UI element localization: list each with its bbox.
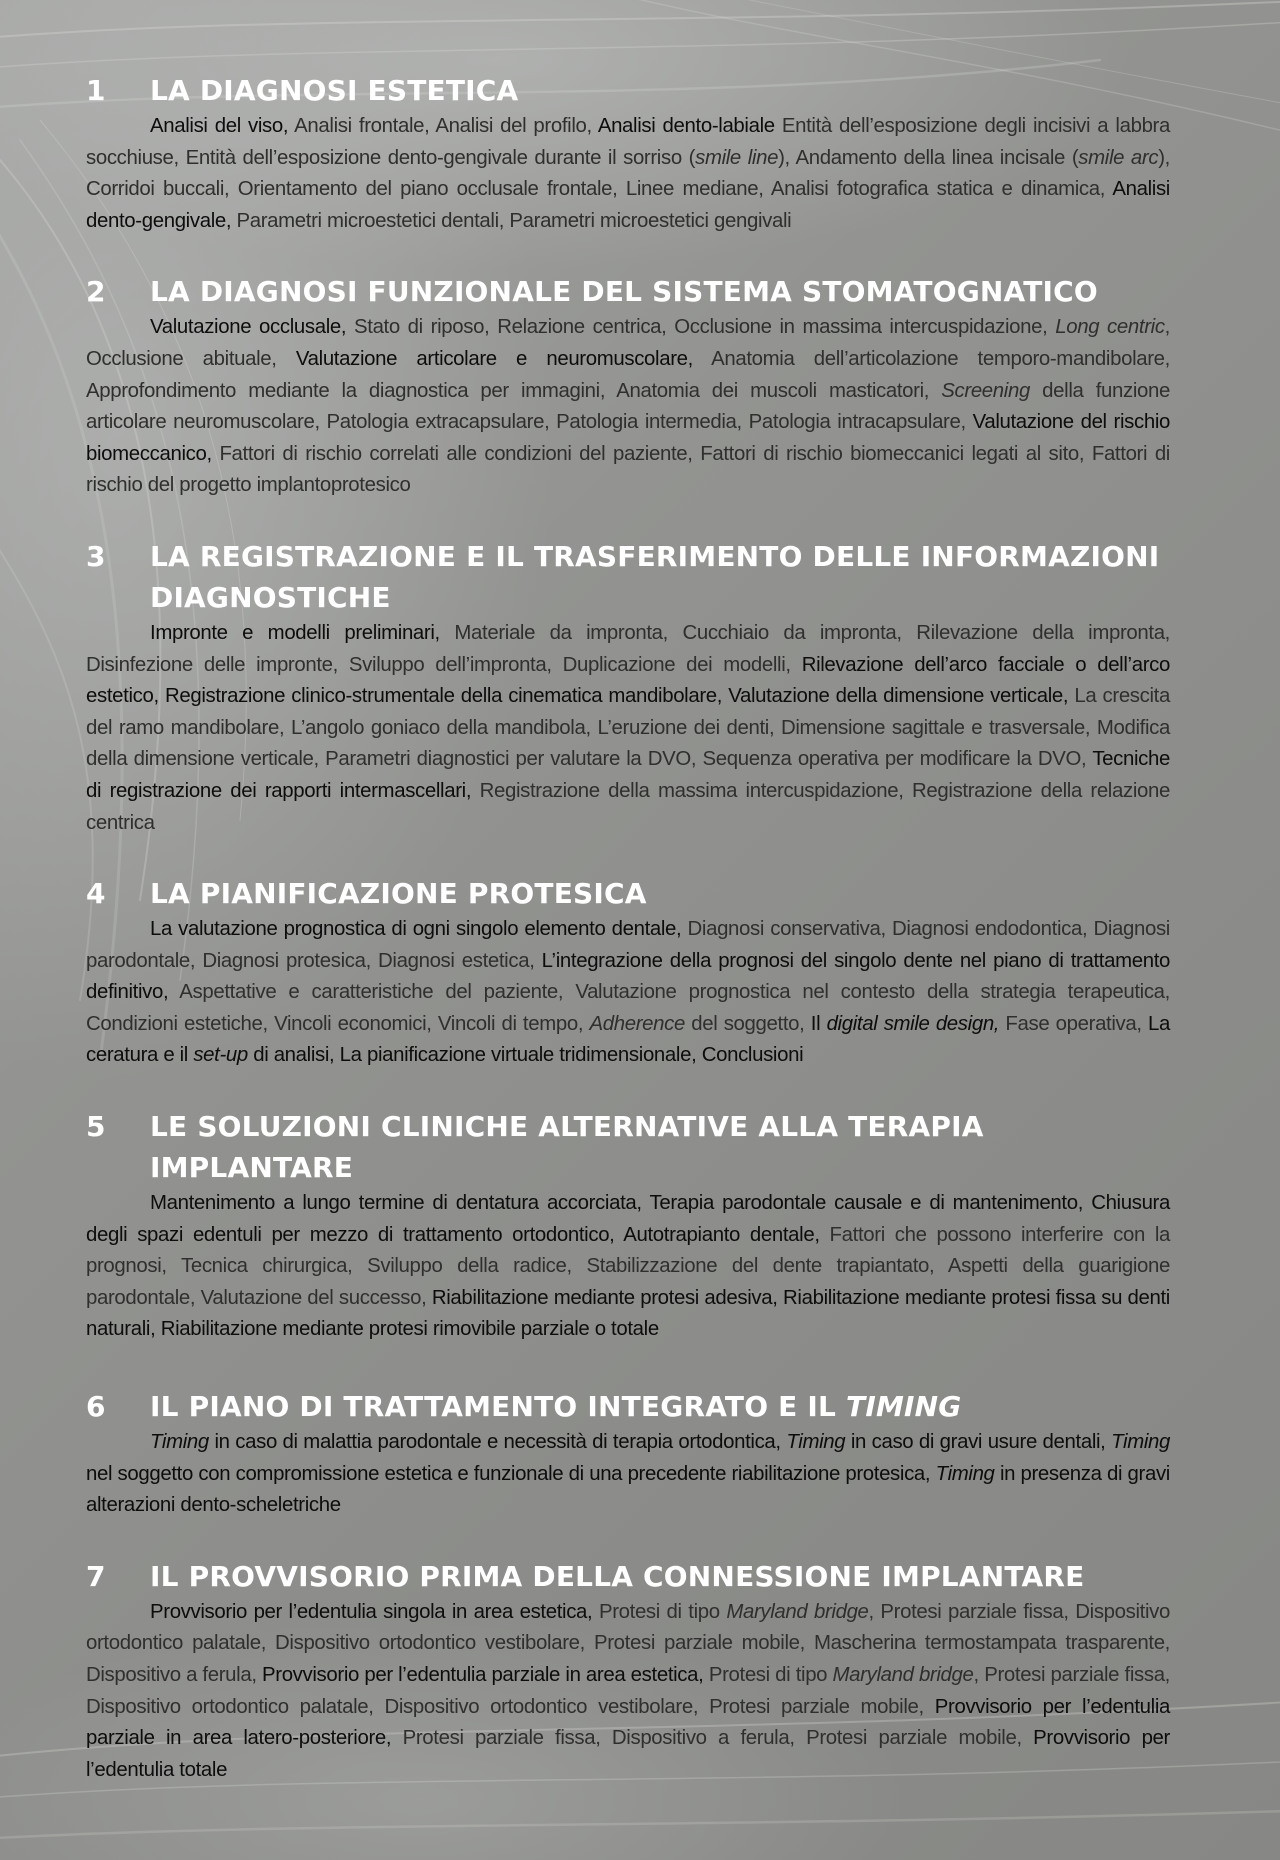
chapter-title: LA DIAGNOSI ESTETICA [150, 74, 519, 107]
summary-text: Fattori di rischio correlati alle condizioni del paziente, Fattori di rischio biomeccanici legati al sito, Fattori di rischio del progetto implantoprotesico [86, 442, 1170, 497]
chapter-summary [86, 312, 1170, 502]
chapter-number: 6 [86, 1390, 106, 1424]
chapter-summary [86, 618, 1170, 839]
summary-text: della funzione articolare neuromuscolare, Patologia extracapsulare, Patologia intermedia, Patologia intracapsulare, [86, 379, 1170, 434]
summary-text: Anatomia dell’articolazione temporo-mandibolare, Approfondimento mediante la diagnostica per immagini, Anatomia dei muscoli masticatori, [86, 347, 1170, 402]
keyword-text: Provvisorio per l’edentulia parziale in area estetica, [262, 1664, 704, 1686]
chapter-heading [86, 271, 1170, 312]
keyword-text: digital smile design, [826, 1012, 1000, 1035]
keyword-text: Timing [786, 1431, 846, 1454]
keyword-text: Rilevazione dell’arco facciale o dell’arco estetico, Registrazione clinico-strumentale della cinematica mandibolare, Valutazione della dimensione verticale, [86, 653, 1170, 708]
summary-text: Protesi di tipo [703, 1664, 833, 1686]
chapter-number: 5 [86, 1110, 106, 1144]
summary-text: Entità dell’esposizione degli incisivi a labbra socchiuse, Entità dell’esposizione dento-gengivale durante il sorriso ( [86, 115, 1170, 169]
keyword-text: Valutazione articolare e neuromuscolare, [295, 347, 693, 370]
chapter-title: LA REGISTRAZIONE E IL TRASFERIMENTO DELLE INFORMAZIONI DIAGNOSTICHE [150, 539, 1160, 614]
keyword-text: La ceratura e il [86, 1012, 1170, 1067]
chapter-title [150, 1386, 1170, 1427]
keyword-text: Provvisorio per l’edentulia totale [86, 1727, 1170, 1781]
keyword-text: Valutazione occlusale, [150, 316, 347, 339]
keyword-text: set-up [193, 1044, 248, 1067]
summary-text: Aspettative e caratteristiche del paziente, Valutazione prognostica nel contesto della strategia terapeutica, Condizioni estetiche, Vincoli economici, Vincoli di tempo, [86, 981, 1170, 1035]
keyword-text: Impronte e modelli preliminari, [150, 621, 440, 644]
keyword-text: Timing [935, 1462, 995, 1485]
summary-text: La crescita del ramo mandibolare, L’angolo goniaco della mandibola, L’eruzione dei denti, Dimensione sagittale e trasversale, Modifica della dimensione verticale, Parametri diagnostici per valutare la DVO, Sequenza operativa per modificare la DVO, [86, 685, 1170, 771]
keyword-text: di analisi, La pianificazione virtuale tridimensionale, Conclusioni [247, 1044, 804, 1067]
summary-text: Protesi parziale fissa, Dispositivo a ferula, Protesi parziale mobile, [391, 1727, 1034, 1750]
chapter-number: 1 [86, 74, 106, 107]
keyword-text: Tecniche di registrazione dei rapporti intermascellari, [86, 748, 1170, 802]
summary-text: Maryland bridge [726, 1600, 869, 1623]
keyword-text: Analisi del viso, [150, 115, 289, 137]
chapter-7 [86, 1556, 1170, 1787]
chapter-heading [86, 873, 1170, 914]
summary-text: Long centric [1055, 316, 1165, 339]
summary-text: Screening [941, 379, 1030, 402]
summary-text: Adherence [589, 1012, 685, 1035]
chapter-summary [86, 1597, 1170, 1787]
summary-text: , Protesi parziale fissa, Dispositivo ortodontico palatale, Dispositivo ortodontico vestibolare, Protesi parziale mobile, Mascherina termostampata trasparente, Dispositivo a ferula, [86, 1600, 1170, 1686]
chapter-number: 7 [86, 1559, 106, 1593]
chapter-number: 2 [86, 275, 106, 309]
keyword-text: Timing [150, 1431, 209, 1454]
summary-text: , Occlusione abituale, [86, 316, 1170, 370]
chapter-title: LA DIAGNOSI FUNZIONALE DEL SISTEMA STOMATOGNATICO [150, 275, 1098, 309]
chapter-3 [86, 536, 1170, 839]
chapter-summary [86, 111, 1170, 237]
chapter-heading [86, 70, 1170, 111]
chapter-heading [86, 536, 1170, 618]
chapter-5 [86, 1106, 1170, 1346]
chapter-heading [86, 1556, 1170, 1597]
keyword-text: Analisi dento-labiale [597, 115, 775, 137]
chapter-title-italic: TIMING [846, 1390, 962, 1424]
summary-text: ), Andamento della linea incisale ( [778, 146, 1079, 169]
summary-text: smile line [695, 146, 779, 169]
chapter-title: LA PIANIFICAZIONE PROTESICA [150, 877, 647, 911]
chapter-heading [86, 1106, 1170, 1188]
summary-text: ), Corridoi buccali, Orientamento del piano occlusale frontale, Linee mediane, Analisi fotografica statica e dinamica, [86, 146, 1170, 201]
chapter-summary [86, 914, 1170, 1072]
table-of-contents [86, 70, 1170, 1820]
keyword-text: Riabilitazione mediante protesi adesiva, Riabilitazione mediante protesi fissa su denti naturali, Riabilitazione mediante protesi rimovibile parziale o totale [86, 1286, 1170, 1341]
keyword-text: Analisi dento-gengivale, [86, 178, 1170, 232]
summary-text: Diagnosi conservativa, Diagnosi endodontica, Diagnosi parodontale, Diagnosi protesica, Diagnosi estetica, [86, 918, 1170, 972]
chapter-6 [86, 1386, 1170, 1522]
chapter-title-text: IL PIANO DI TRATTAMENTO INTEGRATO E IL [150, 1390, 837, 1424]
chapter-number: 4 [86, 877, 106, 911]
summary-text: Materiale da impronta, Cucchiaio da impronta, Rilevazione della impronta, Disinfezione delle impronte, Sviluppo dell’impronta, Duplicazione dei modelli, [86, 621, 1170, 676]
keyword-text: Provvisorio per l’edentulia singola in area estetica, [150, 1600, 593, 1623]
summary-text: Protesi di tipo [592, 1600, 727, 1623]
keyword-text: La valutazione prognostica di ogni singolo elemento dentale, [150, 918, 682, 941]
chapter-title: IL PROVVISORIO PRIMA DELLA CONNESSIONE IMPLANTARE [150, 1559, 1085, 1593]
summary-text: Fattori che possono interferire con la prognosi, Tecnica chirurgica, Sviluppo della radice, Stabilizzazione del dente trapiantato, Aspetti della guarigione parodontale, Valutazione del successo, [86, 1223, 1171, 1309]
chapter-summary [86, 1427, 1170, 1522]
summary-text: Maryland bridge [832, 1664, 974, 1686]
keyword-text: Il [810, 1012, 827, 1035]
chapter-4 [86, 873, 1170, 1072]
keyword-text: in caso di gravi usure dentali, [845, 1431, 1112, 1454]
summary-text: Fase operativa, [999, 1012, 1149, 1035]
keyword-text: L’integrazione della prognosi del singolo dente nel piano di trattamento definitivo, [86, 949, 1171, 1004]
keyword-text: nel soggetto con compromissione estetica e funzionale di una precedente riabilitazione protesica, [86, 1462, 936, 1485]
summary-text: Analisi frontale, Analisi del profilo, [288, 115, 598, 137]
chapter-1 [86, 70, 1170, 237]
summary-text: Parametri microestetici dentali, Parametri microestetici gengivali [231, 209, 792, 232]
keyword-text: Mantenimento a lungo termine di dentatura accorciata, Terapia parodontale causale e di mantenimento, Chiusura degli spazi edentuli per mezzo di trattamento ortodontico, Autotrapianto dentale, [86, 1192, 1170, 1246]
summary-text: , Protesi parziale fissa, Dispositivo ortodontico palatale, Dispositivo ortodontico vestibolare, Protesi parziale mobile, [86, 1664, 1171, 1718]
chapter-number: 3 [86, 539, 106, 573]
keyword-text: Provvisorio per l’edentulia parziale in area latero-posteriore, [86, 1695, 1171, 1750]
summary-text: smile arc [1078, 146, 1159, 169]
keyword-text: in caso di malattia parodontale e necessità di terapia ortodontica, [208, 1431, 787, 1454]
keyword-text: Valutazione del rischio biomeccanico, [86, 411, 1170, 465]
chapter-heading [86, 1386, 1170, 1427]
keyword-text: in presenza di gravi alterazioni dento-scheletriche [86, 1462, 1170, 1517]
chapter-title: LE SOLUZIONI CLINICHE ALTERNATIVE ALLA TERAPIA IMPLANTARE [150, 1110, 984, 1185]
chapter-2 [86, 271, 1170, 502]
summary-text: Registrazione della massima intercuspidazione, Registrazione della relazione centrica [86, 779, 1170, 834]
keyword-text: Timing [1111, 1431, 1170, 1454]
summary-text: del soggetto, [684, 1012, 811, 1035]
summary-text: Stato di riposo, Relazione centrica, Occlusione in massima intercuspidazione, [346, 316, 1056, 339]
chapter-summary [86, 1188, 1170, 1346]
